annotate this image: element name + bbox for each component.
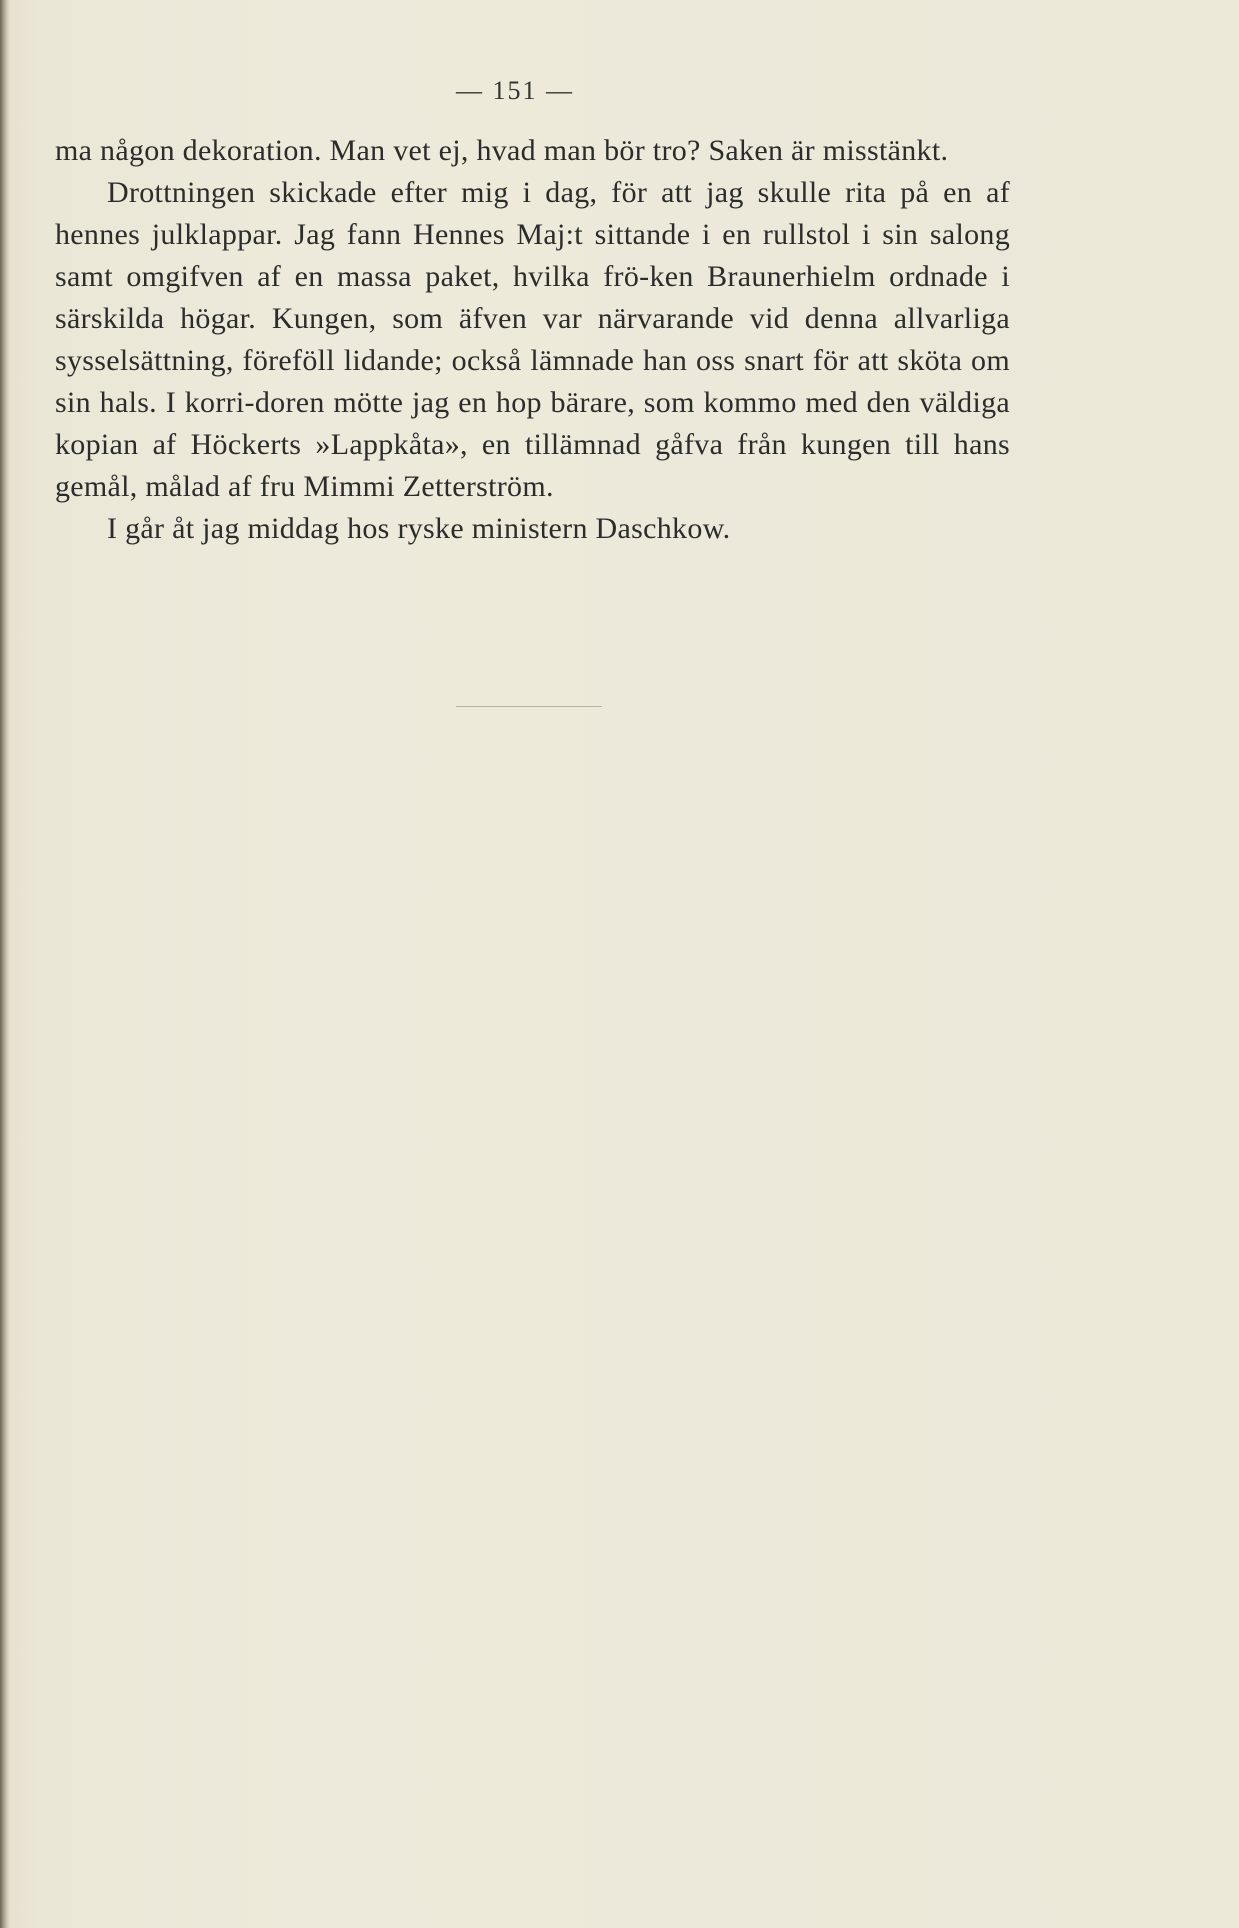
section-divider: [456, 706, 602, 707]
body-text: [55, 130, 1010, 550]
paragraph-1: ma någon dekoration. Man vet ej, hvad man bör tro? Saken är misstänkt.: [55, 134, 949, 167]
page-number: — 151 —: [456, 76, 574, 105]
paragraph-2: Drottningen skickade efter mig i dag, för att jag skulle rita på en af hennes julklappar. Jag fann Hennes Maj:t sittande i en rullstol i sin salong samt omgifven af en massa paket, hvilka frö-ken Braunerhielm ordnade i särskilda högar. Kungen, som äfven var närvarande vid denna allvarliga sysselsättning, föreföll lidande; också lämnade han oss snart för att sköta om sin hals. I korri-doren mötte jag en hop bärare, som kommo med den väldiga kopian af Höckerts »Lappkåta», en tillämnad gåfva från kungen till hans gemål, målad af fru Mimmi Zetterström.: [55, 176, 1010, 503]
binding-edge: [0, 0, 10, 1928]
paragraph-3: I går åt jag middag hos ryske ministern Daschkow.: [107, 512, 731, 545]
